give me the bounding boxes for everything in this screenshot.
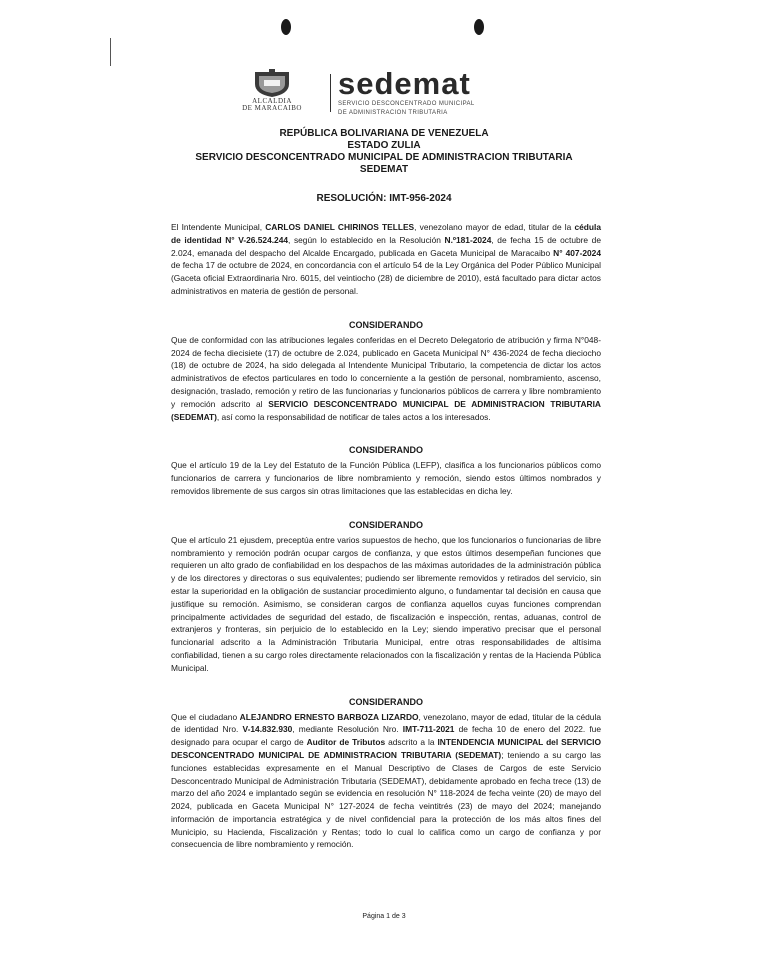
logo-divider bbox=[330, 74, 331, 112]
brand-subtitle-2: DE ADMINISTRACION TRIBUTARIA bbox=[338, 110, 448, 116]
document-heading bbox=[0, 128, 768, 176]
alcaldia-caption-2: DE MARACAIBO bbox=[242, 104, 302, 112]
heading-line-3: SERVICIO DESCONCENTRADO MUNICIPAL DE ADMINISTRACION TRIBUTARIA bbox=[195, 152, 573, 163]
funcionario-name: ALEJANDRO ERNESTO BARBOZA LIZARDO bbox=[239, 711, 419, 722]
considerando-paragraph-3: Que el artículo 21 ejusdem, preceptúa entre varios supuestos de hecho, que los funcionarios o funcionarias de libre nombramiento y remoción podrán ocupar cargos de confianza, y que estos últimos desempeñan funciones que requieren un alto grado de confiabilidad en los despachos de las máximas autoridades de la administración pública y de los directores y directoras o sus equivalentes; pudiendo ser libremente removidos y retirados del servicio, sin estar la superioridad en la obligación de sustanciar procedimiento alguno, o fundamentar tal decisión en causa que justifique su remoción. Asimismo, se consideran cargos de confianza aquellos cuyas funciones comprendan principalmente actividades de seguridad del estado, de fiscalización e inspección, rentas, aduanas, control de extranjeros y fronteras, sin perjuicio de lo establecido en la Ley; siendo imperativo precisar que el personal funcionarial adscrito a la Administración Tributaria Municipal, entre otras responsabilidades de altísima confiabilidad, tienen a su cargo roles directamente relacionados con la fiscalización y rentas de la Hacienda Pública Municipal. bbox=[171, 534, 601, 673]
considerando-heading-4: CONSIDERANDO bbox=[348, 696, 423, 707]
sedemat-logo bbox=[338, 68, 570, 117]
considerando-paragraph-2: Que el artículo 19 de la Ley del Estatuto de la Función Pública (LEFP), clasifica a los funcionarios públicos como funcionarios de carrera y funcionarios de libre nombramiento y remoción, siendo estos últimos nombrados y removidos libremente de sus cargos sin otras limitaciones que las establecidas en dicha ley. bbox=[171, 460, 601, 496]
punch-hole-left bbox=[281, 19, 291, 35]
considerando-heading-2: CONSIDERANDO bbox=[348, 445, 423, 456]
resolution-number: RESOLUCIÓN: IMT-956-2024 bbox=[316, 193, 452, 204]
punch-hole-right bbox=[474, 19, 484, 35]
document-body bbox=[171, 221, 601, 851]
alcaldia-caption-1: ALCALDIA bbox=[252, 97, 292, 105]
intendente-ci: cédula de identidad N° V-26.524.244 bbox=[171, 222, 601, 245]
intro-paragraph: El Intendente Municipal, CARLOS DANIEL CHIRINOS TELLES, venezolano mayor de edad, titular de la cédula de identidad N° V-26.524.244, según lo establecido en la Resolución N.º181-2024, de fecha 15 de octubre de 2.024, emanada del despacho del Alcalde Encargado, publicada en Gaceta Municipal de Maracaibo N° 407-2024 de fecha 17 de octubre de 2024, en concordancia con el artículo 54 de la Ley Orgánica del Poder Público Municipal (Gaceta oficial Extraordinaria Nro. 6015, del veintiocho (28) de diciembre de 2010), está facultado para dictar actos administrativos en materia de gestión de personal. bbox=[171, 222, 601, 296]
heading-line-2: ESTADO ZULIA bbox=[347, 140, 421, 151]
page-number: Página 1 de 3 bbox=[362, 913, 406, 920]
alcaldia-logo bbox=[230, 68, 314, 116]
coat-of-arms-icon bbox=[251, 68, 293, 98]
brand-name: sedemat bbox=[338, 66, 471, 101]
scan-mark bbox=[110, 38, 111, 66]
considerando-heading-3: CONSIDERANDO bbox=[348, 519, 423, 530]
intendente-name: CARLOS DANIEL CHIRINOS TELLES bbox=[265, 222, 415, 232]
considerando-paragraph-4: Que el ciudadano ALEJANDRO ERNESTO BARBOZA LIZARDO, venezolano, mayor de edad, titular de la cédula de identidad Nro. V-14.832.930, mediante Resolución Nro. IMT-711-2021 de fecha 10 de enero del 2022. fue designado para ocupar el cargo de Auditor de Tributos adscrito a la INTENDENCIA MUNICIPAL del SERVICIO DESCONCENTRADO MUNICIPAL DE ADMINISTRACION TRIBUTARIA (SEDEMAT); teniendo a su cargo las funciones establecidas expresamente en el Manual Descriptivo de Clases de Cargos de este Servicio Desconcentrado Municipal de Administración Tributaria (SEDEMAT), debidamente aprobado en fecha trece (13) de marzo del año 2024 e implantado según se evidencia en resolución N° 118-2024 de fecha veinte (20) de mayo del 2024, publicada en Gaceta Municipal N° 127-2024 de fecha veintitrés (23) de mayo del 2024; manejando información de importancia estratégica y de nivel confidencial para la protección de los más altos fines del Municipio, su Hacienda, Fiscalización y Rentas; todo lo cual lo califica como un cargo de confianza y por consecuencia de libre nombramiento y remoción. bbox=[171, 711, 601, 850]
considerando-heading-1: CONSIDERANDO bbox=[348, 319, 423, 330]
considerando-paragraph-1: Que de conformidad con las atribuciones legales conferidas en el Decreto Delegatorio de atribución y firma N°048-2024 de fecha diecisiete (17) de octubre de 2.024, publicado en Gaceta Municipal N° 436-2024 de fecha dieciocho (18) de octubre de 2024, ha sido delegada al Intendente Municipal Tributario, la competencia de dictar los actos administrativos de efectos particulares en todo lo concerniente a la gestión de personal, nombramiento, ascenso, designación, traslado, remoción y retiro de las funcionarias y funcionarios públicos de carrera y libre nombramiento y remoción adscrito al SERVICIO DESCONCENTRADO MUNICIPAL DE ADMINISTRACION TRIBUTARIA (SEDEMAT), así como la responsabilidad de notificar de tales actos a los interesados. bbox=[171, 334, 601, 422]
heading-line-1: REPÚBLICA BOLIVARIANA DE VENEZUELA bbox=[279, 128, 489, 139]
heading-line-4: SEDEMAT bbox=[359, 164, 409, 175]
brand-subtitle-1: SERVICIO DESCONCENTRADO MUNICIPAL bbox=[338, 101, 475, 107]
letterhead bbox=[230, 68, 570, 116]
